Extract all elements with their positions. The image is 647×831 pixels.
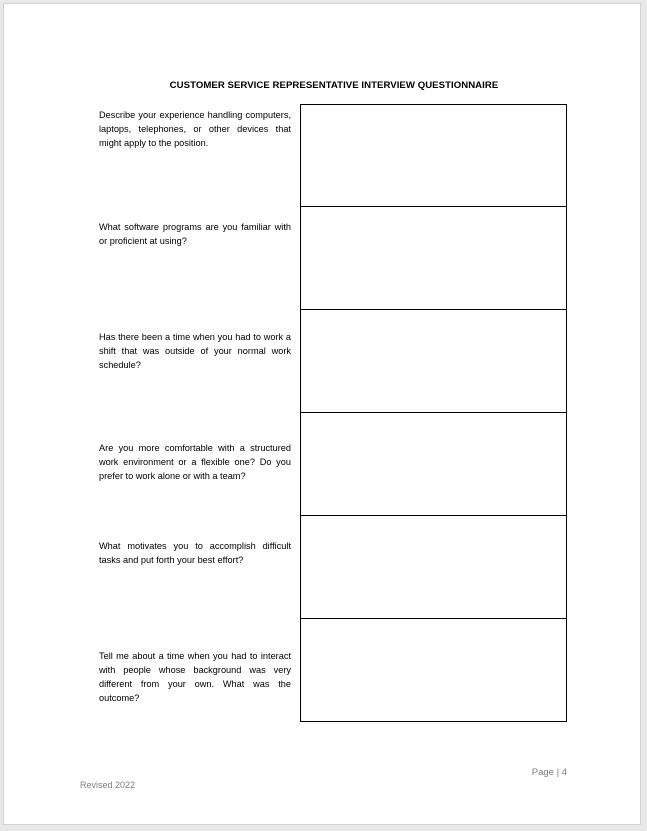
answer-box-4[interactable] [300, 412, 567, 516]
questionnaire-table [99, 104, 567, 722]
question-text-3: Has there been a time when you had to work a shift that was outside of your normal work schedule? [99, 332, 291, 370]
document-title: CUSTOMER SERVICE REPRESENTATIVE INTERVIEW QUESTIONNAIRE [169, 80, 499, 91]
document-page [3, 3, 641, 825]
question-text-5: What motivates you to accomplish difficult tasks and put forth your best effort? [99, 541, 291, 565]
question-row-2 [99, 207, 567, 310]
answer-box-3[interactable] [300, 309, 567, 413]
question-text-2: What software programs are you familiar with or proficient at using? [99, 222, 291, 246]
answer-box-6[interactable] [300, 618, 567, 722]
question-row-4 [99, 413, 567, 516]
question-text-6: Tell me about a time when you had to interact with people whose background was very different from your own. What was the outcome? [99, 651, 291, 703]
question-row-1 [99, 104, 567, 207]
page-number: Page | 4 [531, 767, 567, 778]
question-row-5 [99, 516, 567, 619]
revised-note: Revised 2022 [80, 780, 136, 790]
question-row-6 [99, 619, 567, 722]
answer-box-2[interactable] [300, 206, 567, 310]
question-row-3 [99, 310, 567, 413]
answer-box-1[interactable] [300, 104, 567, 208]
question-text-4: Are you more comfortable with a structured work environment or a flexible one? Do you prefer to work alone or with a team? [99, 443, 291, 481]
answer-box-5[interactable] [300, 515, 567, 619]
question-text-1: Describe your experience handling computers, laptops, telephones, or other devices that might apply to the position. [99, 110, 291, 148]
